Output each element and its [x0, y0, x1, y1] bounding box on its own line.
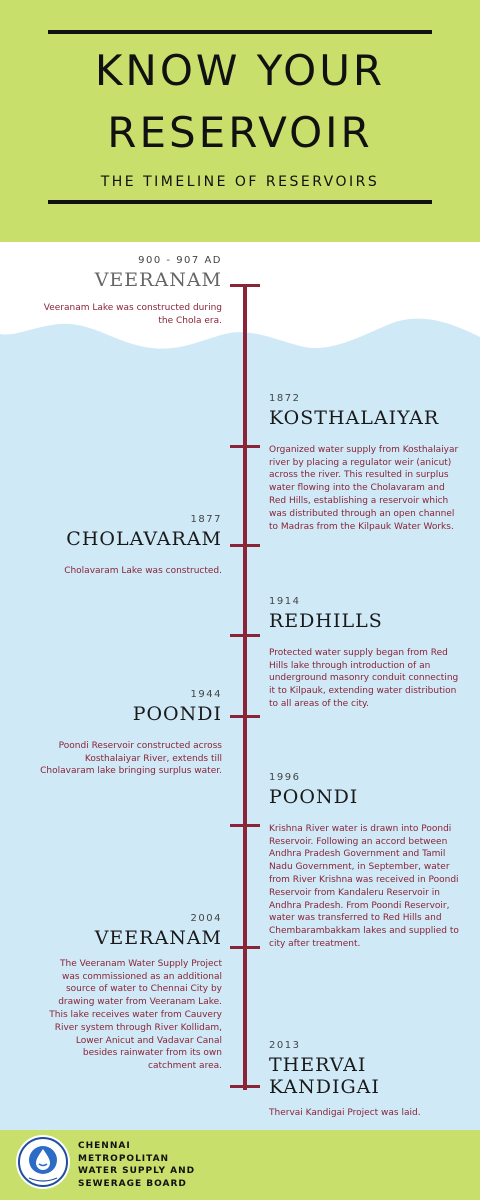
- entry-description: Protected water supply began from Red Hills lake through introduction of an underground masonry conduit connecting it to Kilpauk, extending water distribution to all areas of the city.: [269, 647, 459, 710]
- timeline-entry: [40, 514, 222, 578]
- timeline-entry: [40, 913, 222, 1073]
- entry-year: 1914: [269, 596, 301, 607]
- page-title-line2: RESERVOIR: [107, 108, 373, 157]
- timeline-axis: [243, 284, 247, 1090]
- timeline-tick: [230, 824, 260, 827]
- entry-description: Poondi Reservoir constructed across Kosthalaiyar River, extends till Cholavaram lake bringing surplus water.: [40, 740, 222, 777]
- entry-name: CHOLAVARAM: [66, 528, 222, 550]
- entry-year: 900 - 907 AD: [138, 255, 222, 266]
- cmwssb-logo-icon: [15, 1134, 71, 1190]
- timeline-entry: [269, 772, 459, 951]
- entry-year: 1872: [269, 393, 301, 404]
- page-title-line1: KNOW YOUR: [94, 46, 386, 95]
- timeline-tick: [230, 634, 260, 637]
- entry-description: Krishna River water is drawn into Poondi Reservoir. Following an accord between Andhra Pradesh Government and Tamil Nadu Government, in September, water from River Krishna was received in Poondi Reservoir from Kandaleru Reservoir in Andhra Pradesh. From Poondi Reservoir, water was transferred to Red Hills and Chembarambakkam lakes and supplied to city after treatment.: [269, 823, 459, 950]
- entry-year: 2004: [190, 913, 222, 924]
- entry-name: THERVAI KANDIGAI: [269, 1054, 380, 1098]
- header-top-rule: [48, 30, 432, 34]
- entry-year: 1996: [269, 772, 301, 783]
- entry-description: Thervai Kandigai Project was laid.: [269, 1107, 421, 1118]
- header-bottom-rule: [48, 200, 432, 204]
- entry-name: REDHILLS: [269, 610, 383, 632]
- entry-name: VEERANAM: [94, 927, 222, 949]
- org-line: CHENNAI: [78, 1141, 131, 1151]
- entry-description: Cholavaram Lake was constructed.: [64, 565, 222, 576]
- timeline-entry: [40, 689, 222, 778]
- timeline-entry: [269, 393, 459, 533]
- timeline-tick: [230, 715, 260, 718]
- entry-year: 2013: [269, 1040, 301, 1051]
- org-line: WATER SUPPLY AND: [78, 1166, 196, 1176]
- entry-name: POONDI: [132, 703, 222, 725]
- entry-name: VEERANAM: [94, 269, 222, 291]
- timeline-tick: [230, 445, 260, 448]
- timeline-tick: [230, 544, 260, 547]
- entry-description: The Veeranam Water Supply Project was commissioned as an additional source of water to Chennai City by drawing water from Veeranam Lake. This lake receives water from Cauvery River system through River Kollidam, Lower Anicut and Vadavar Canal besides rainwater from its own catchment area.: [49, 958, 222, 1072]
- timeline-tick: [230, 1085, 260, 1088]
- timeline-entry: [40, 255, 222, 327]
- entry-year: 1877: [190, 514, 222, 525]
- timeline-tick: [230, 284, 260, 287]
- timeline-entry: [269, 596, 459, 711]
- page-subtitle: THE TIMELINE OF RESERVOIRS: [100, 174, 380, 190]
- entry-year: 1944: [190, 689, 222, 700]
- entry-description: Organized water supply from Kosthalaiyar river by placing a regulator weir (anicut) across the river. This resulted in surplus water flowing into the Cholavaram and Red Hills, establishing a reservoir which was distributed through an open channel to Madras from the Kilpauk Water Works.: [269, 444, 459, 532]
- org-line: METROPOLITAN: [78, 1153, 170, 1164]
- timeline-entry: [269, 1040, 449, 1119]
- entry-name: POONDI: [269, 786, 359, 808]
- org-line: SEWERAGE BOARD: [78, 1178, 187, 1189]
- organization-name: [78, 1140, 195, 1190]
- footer-banner: [0, 1130, 480, 1200]
- entry-description: Veeranam Lake was constructed during the Chola era.: [43, 302, 222, 326]
- timeline-tick: [230, 946, 260, 949]
- entry-name: KOSTHALAIYAR: [269, 407, 440, 429]
